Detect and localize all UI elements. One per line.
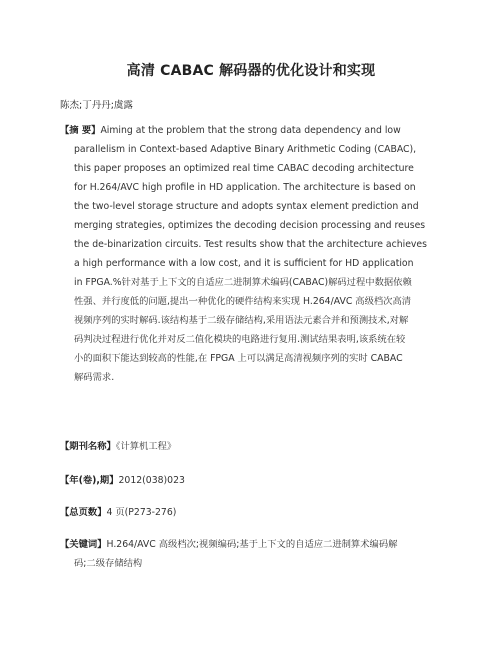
abstract-line: 解码需求. — [74, 372, 115, 383]
abstract-line: 小的面积下能达到较高的性能,在 FPGA 上可以满足高清视频序列的实时 CABAC — [74, 353, 403, 364]
year-value: 2012(038)023 — [118, 475, 185, 486]
journal-value: 《计算机工程》 — [115, 441, 177, 452]
authors: 陈杰;丁丹丹;虞露 — [60, 100, 133, 111]
abstract-line: 码判决过程进行优化并对反二值化模块的电路进行复用.测试结果表明,该系统在较 — [74, 334, 406, 345]
keywords-line: H.264/AVC 高级档次;视频编码;基于上下文的自适应二进制算术编码解 — [106, 539, 398, 550]
abstract-line: a high performance with a low cost, and it is sufficient for HD application — [74, 258, 414, 269]
abstract-line: merging strategies, optimizes the decoding decision processing and reuses — [74, 220, 426, 231]
year-label: 【年(卷),期】 — [60, 475, 119, 486]
abstract-line: the de-binarization circuits. Test results show that the architecture achieves — [74, 239, 427, 250]
abstract-section — [60, 121, 440, 387]
abstract-line: 【摘 要】Aiming at the problem that the strong data dependency and low — [60, 125, 401, 136]
keywords-label: 【关键词】 — [60, 539, 107, 550]
pages-label: 【总页数】 — [60, 507, 107, 518]
abstract-line: 视频序列的实时解码.该结构基于二级存储结构,采用语法元素合并和预测技术,对解 — [74, 315, 409, 326]
keywords-field — [60, 535, 440, 573]
year-field — [60, 471, 440, 490]
abstract-line: this paper proposes an optimized real time CABAC decoding architecture — [74, 163, 414, 174]
abstract-line: for H.264/AVC high profile in HD application. The architecture is based on — [74, 182, 416, 193]
journal-label: 【期刊名称】 — [60, 441, 116, 452]
abstract-label: 【摘 要】 — [60, 125, 101, 136]
abstract-line: 性强、并行度低的问题,提出一种优化的硬件结构来实现 H.264/AVC 高级档次高清 — [74, 296, 412, 307]
pages-value: 4 页(P273-276) — [106, 507, 177, 518]
page-title: 高清 CABAC 解码器的优化设计和实现 — [126, 63, 376, 79]
pages-field — [60, 503, 440, 522]
journal-field — [60, 437, 440, 456]
abstract-line: in FPGA.%针对基于上下文的自适应二进制算术编码(CABAC)解码过程中数据依赖 — [74, 277, 412, 288]
abstract-line: the two-level storage structure and adopts syntax element prediction and — [74, 201, 419, 212]
abstract-line: parallelism in Context-based Adaptive Binary Arithmetic Coding (CABAC), — [74, 144, 417, 155]
keywords-line: 码;二级存储结构 — [74, 558, 143, 569]
